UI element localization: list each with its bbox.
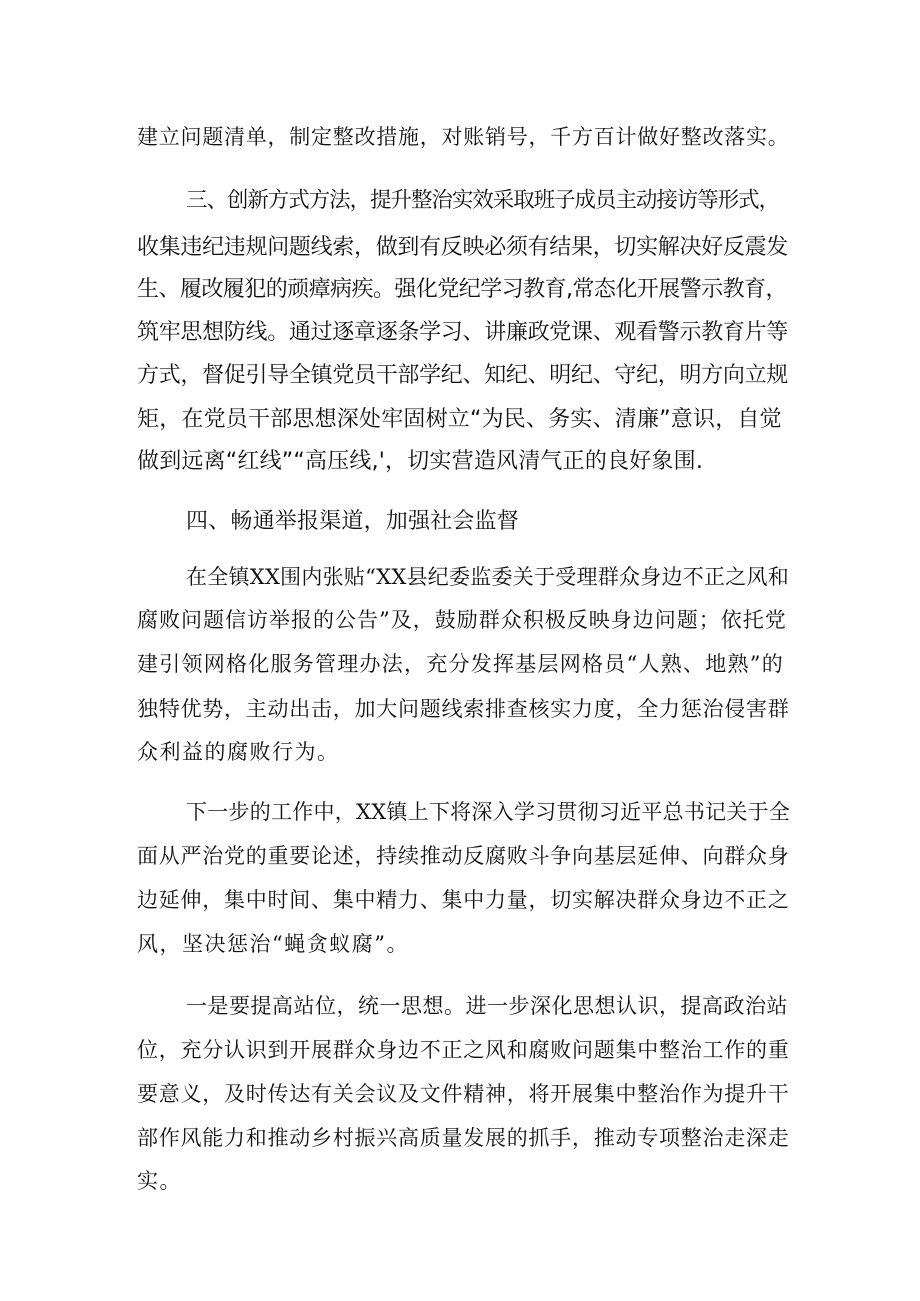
text-line: 做到远离“红线”“高压线,'，切实营造风清气正的良好象围.: [137, 449, 704, 474]
text-line: 建立问题清单，制定整改措施，对账销号，千方百计做好整改落实。: [137, 125, 790, 149]
text-line: 矩，在党员干部思想深处牢固树立“为民、务实、清廉”意识，自觉: [137, 407, 782, 432]
text-line: 部作风能力和推动乡村振兴高质量发展的抓手，推动专项整治走深走: [137, 1126, 790, 1150]
text-line: 下一步的工作中，XX镇上下将深入学习贯彻习近平总书记关于全: [186, 800, 791, 824]
section-three-heading-line: 三、创新方式方法，提升整治实效采取班子成员主动接访等形式，: [186, 188, 780, 213]
text-line: 面从严治党的重要论述，持续推动反腐败斗争向基层延伸、向群众身: [137, 844, 790, 868]
text-line: 独特优势，主动出击，加大问题线索排查核实力度，全力惩治侵害群: [137, 697, 790, 721]
text-line: 收集违纪违规问题线索，做到有反映必须有结果，切实解决好反震发: [137, 235, 789, 260]
text-line: 要意义，及时传达有关会议及文件精神，将开展集中整治作为提升干: [137, 1082, 790, 1106]
text-line: 实。: [137, 1169, 182, 1193]
text-line: 建引领网格化服务管理办法，充分发挥基层网格员“人熟、地熟”的: [137, 652, 784, 676]
section-four-heading: 四、畅通举报渠道，加强社会监督: [186, 509, 520, 534]
text-line: 腐败问题信访举报的公告”及，鼓励群众积极反映身边问题；依托党: [137, 608, 787, 632]
text-line: 生、履改履犯的顽瘴病疾。强化党纪学习教育,常态化开展警示教育，: [137, 277, 787, 302]
text-line: 边延伸，集中时间、集中精力、集中力量，切实解决群众身边不正之: [137, 888, 790, 912]
text-line: 一是要提高站位，统一思想。进一步深化思想认识，提高政治站: [186, 994, 788, 1018]
text-line: 位，充分认识到开展群众身边不正之风和腐败问题集中整治工作的重: [137, 1038, 790, 1062]
text-line: 风，坚决惩治“蝇贪蚁腐”。: [137, 932, 409, 956]
text-line: 方式，督促引导全镇党员干部学纪、知纪、明纪、守纪，明方向立规: [137, 363, 789, 388]
text-line: 众利益的腐败行为。: [137, 740, 340, 764]
text-line: 在全镇XX围内张贴“XX县纪委监委关于受理群众身边不正之风和: [186, 565, 790, 589]
text-line: 筑牢思想防线。通过逐章逐条学习、讲廉政党课、观看警示教育片等: [137, 320, 789, 345]
